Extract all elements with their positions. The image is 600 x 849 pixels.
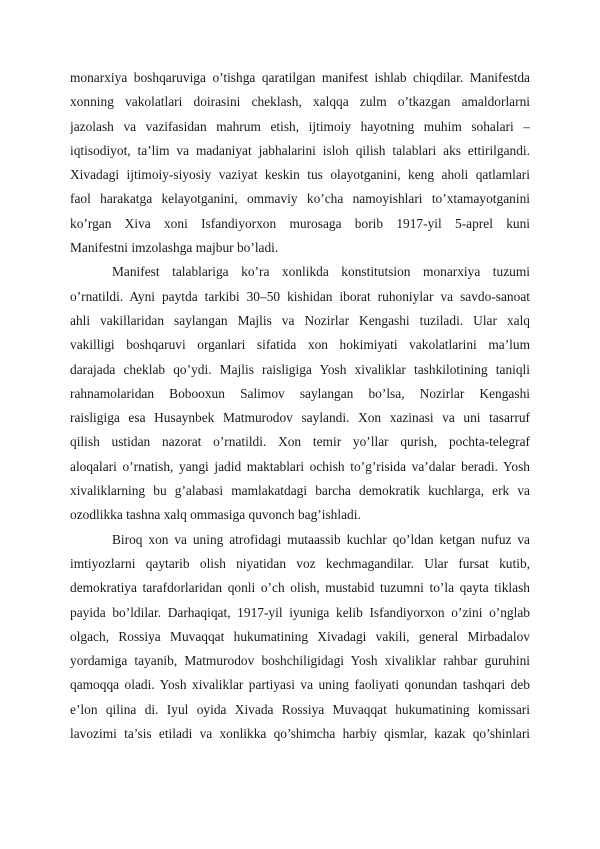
- text-line: darajada cheklab qo’ydi. Majlis raisligiga Yosh xivaliklar tashkilotining taniqli: [70, 361, 530, 377]
- text-line: qamoqqa oladi. Yosh xivaliklar partiyasi va uning faoliyati qonundan tashqari deb: [70, 677, 530, 693]
- text-line: xivaliklarning bu g’alabasi mamlakatdagi barcha demokratik kuchlarga, erk va: [70, 483, 530, 499]
- text-line: iqtisodiyot, ta’lim va madaniyat jabhalarini isloh qilish talablari aks ettirilgandi.: [70, 142, 530, 158]
- text-body: [70, 66, 530, 746]
- text-line: faol harakatga kelayotganini, ommaviy ko’cha namoyishlari to’xtamayotganini: [70, 191, 530, 207]
- text-line: vakilligi boshqaruvi organlari sifatida xon hokimiyati vakolatlarini ma’lum: [70, 337, 530, 353]
- text-line: jazolash va vazifasidan mahrum etish, ijtimoiy hayotning muhim sohalari –: [70, 118, 530, 134]
- text-line: Xivadagi ijtimoiy-siyosiy vaziyat keskin tus olayotganini, keng aholi qatlamlari: [70, 167, 530, 183]
- text-line: Manifestni imzolashga majbur bo’ladi.: [70, 240, 279, 256]
- text-line: lavozimi ta’sis etiladi va xonlikka qo’shimcha harbiy qismlar, kazak qo’shinlari: [70, 726, 530, 742]
- text-line: demokratiya tarafdorlaridan qonli o’ch olish, mustabid tuzumni to’la qayta tiklash: [70, 580, 530, 596]
- text-line: ozodlikka tashna xalq ommasiga quvonch bag’ishladi.: [70, 507, 361, 523]
- paragraph: [70, 528, 530, 747]
- text-line: Manifest talablariga ko’ra xonlikda konstitutsion monarxiya tuzumi: [112, 264, 530, 280]
- paragraph: [70, 260, 530, 527]
- text-line: monarxiya boshqaruviga o’tishga qaratilgan manifest ishlab chiqdilar. Manifestda: [70, 70, 530, 85]
- text-line: olgach, Rossiya Muvaqqat hukumatining Xivadagi vakili, general Mirbadalov: [70, 628, 530, 644]
- text-line: aloqalari o’rnatish, yangi jadid maktablari ochish to’g’risida va’dalar beradi. Yosh: [70, 458, 530, 474]
- paragraph: [70, 66, 530, 260]
- text-line: raisligiga esa Husaynbek Matmurodov saylandi. Xon xazinasi va uni tasarruf: [70, 410, 530, 426]
- text-line: yordamiga tayanib, Matmurodov boshchiligidagi Yosh xivaliklar rahbar guruhini: [70, 653, 530, 669]
- text-line: e’lon qilina di. Iyul oyida Xivada Rossiya Muvaqqat hukumatining komissari: [70, 701, 530, 717]
- text-line: qilish ustidan nazorat o’rnatildi. Xon temir yo’llar qurish, pochta-telegraf: [70, 434, 530, 450]
- text-line: ko’rgan Xiva xoni Isfandiyorxon murosaga borib 1917-yil 5-aprel kuni: [70, 215, 530, 231]
- text-line: xonning vakolatlari doirasini cheklash, xalqqa zulm o’tkazgan amaldorlarni: [70, 94, 530, 110]
- text-line: imtiyozlarni qaytarib olish niyatidan voz kechmagandilar. Ular fursat kutib,: [70, 555, 530, 571]
- text-line: ahli vakillaridan saylangan Majlis va Nozirlar Kengashi tuziladi. Ular xalq: [70, 312, 530, 328]
- text-line: o’rnatildi. Ayni paytda tarkibi 30–50 kishidan iborat ruhoniylar va savdo-sanoat: [70, 288, 530, 304]
- text-line: payida bo’ldilar. Darhaqiqat, 1917-yil iyuniga kelib Isfandiyorxon o’zini o’nglab: [70, 604, 530, 620]
- text-line: rahnamolaridan Bobooxun Salimov saylangan bo’lsa, Nozirlar Kengashi: [70, 385, 530, 401]
- text-line: Biroq xon va uning atrofidagi mutaassib kuchlar qo’ldan ketgan nufuz va: [112, 531, 530, 547]
